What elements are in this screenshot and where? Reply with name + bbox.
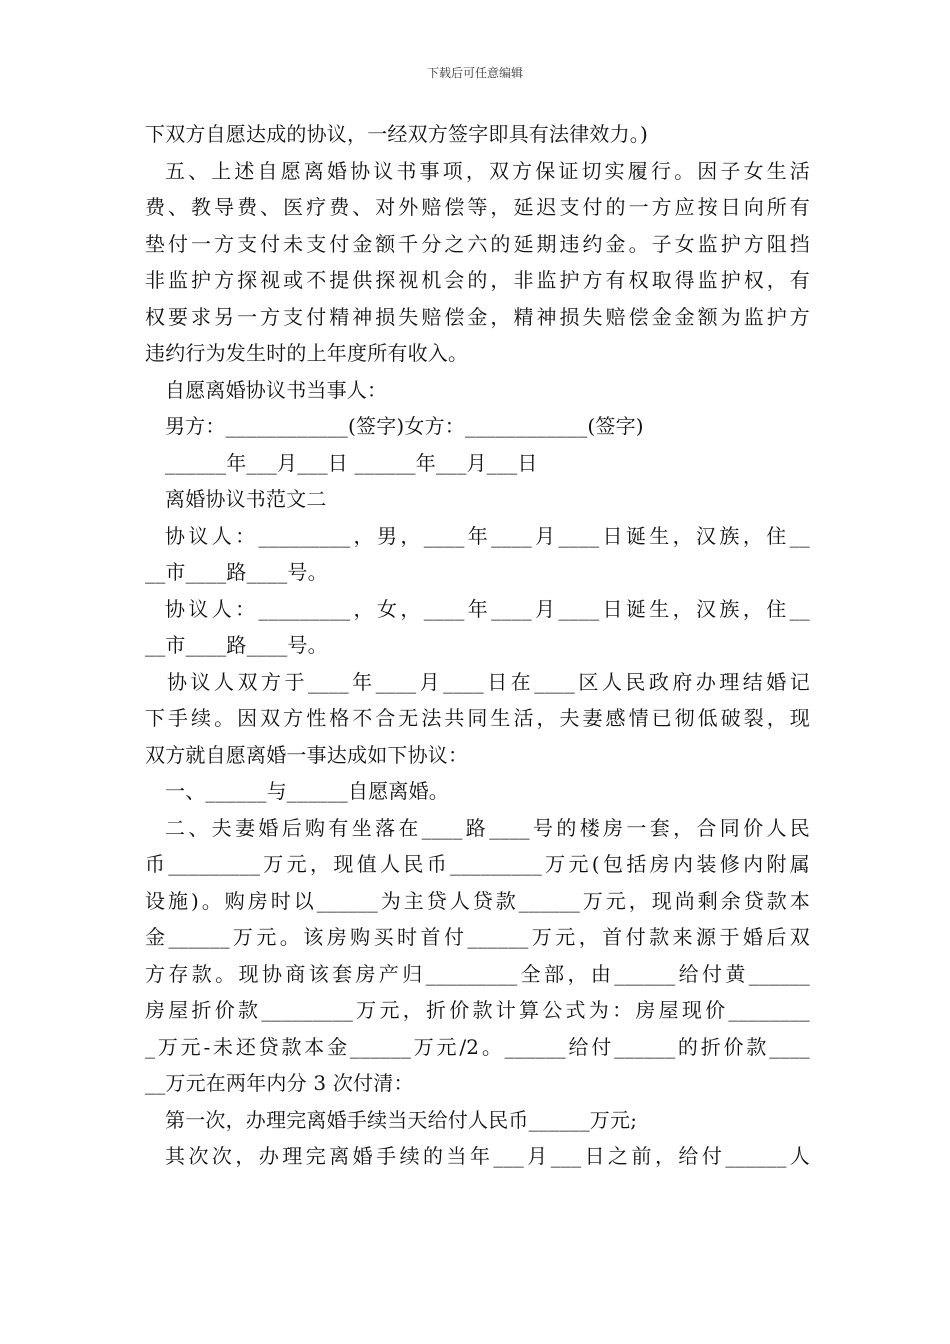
document-line: 房屋折价款_________万元，折价款计算公式为：房屋现价________: [145, 998, 810, 1022]
document-line: _万元-未还贷款本金______万元/2。______给付______的折价款____: [145, 1034, 810, 1059]
document-line: 双方就自愿离婚一事达成如下协议：: [145, 742, 469, 767]
document-line: 其次次，办理完离婚手续的当年___月___日之前，给付______人: [165, 1144, 810, 1168]
document-line: 金______万元。该房购买时首付______万元，首付款来源于婚后双: [145, 925, 810, 949]
document-line: 下手续。因双方性格不合无法共同生活，夫妻感情已彻低破裂，现: [145, 706, 810, 730]
document-line: 协议人：_________，男，____年____月____日诞生，汉族，住__: [165, 523, 810, 548]
document-line: 下双方自愿达成的协议，一经双方签字即具有法律效力。): [145, 122, 649, 146]
document-line: 协议人双方于____年____月____日在____区人民政府办理结婚记: [167, 669, 810, 694]
document-line: 二、夫妻婚后购有坐落在____路____号的楼房一套，合同价人民: [165, 815, 810, 840]
document-line: 自愿离婚协议书当事人：: [165, 377, 388, 402]
document-line: 第一次，办理完离婚手续当天给付人民币______万元;: [165, 1107, 638, 1132]
document-line: 权要求另一方支付精神损失赔偿金，精神损失赔偿金金额为监护方: [145, 304, 810, 329]
document-line: __市____路____号。: [145, 633, 328, 657]
document-body: [145, 116, 810, 1175]
document-line: 币_________万元，现值人民币_________万元(包括房内装修内附属: [145, 852, 810, 876]
document-line: 方存款。现协商该套房产归_________全部，由______给付黄______: [145, 961, 810, 986]
document-line: 垫付一方支付未支付金额千分之六的延期违约金。子女监护方阻挡: [145, 231, 810, 256]
document-line: 男方：____________(签字)女方：____________(签字): [165, 414, 644, 438]
document-line: 五、上述自愿离婚协议书事项，双方保证切实履行。因子女生活: [165, 158, 810, 183]
document-line: 设施)。购房时以______为主贷人贷款______万元，现尚剩余贷款本: [145, 888, 810, 913]
document-line: 非监护方探视或不提供探视机会的，非监护方有权取得监护权，有: [145, 268, 810, 292]
page-header: 下载后可任意编辑: [426, 66, 523, 80]
document-line: 离婚协议书范文二: [165, 487, 327, 511]
document-line: 违约行为发生时的上年度所有收入。: [145, 341, 469, 365]
document-line: ______年___月___日 ______年___月___日: [165, 450, 538, 475]
document-line: 一、______与______自愿离婚。: [165, 779, 449, 803]
document-line: 协议人：_________，女，____年____月____日诞生，汉族，住__: [165, 596, 810, 621]
document-line: __万元在两年内分 3 次付清：: [145, 1071, 414, 1095]
document-line: __市____路____号。: [145, 560, 328, 584]
document-line: 费、教导费、医疗费、对外赔偿等，延迟支付的一方应按日向所有: [145, 195, 810, 219]
